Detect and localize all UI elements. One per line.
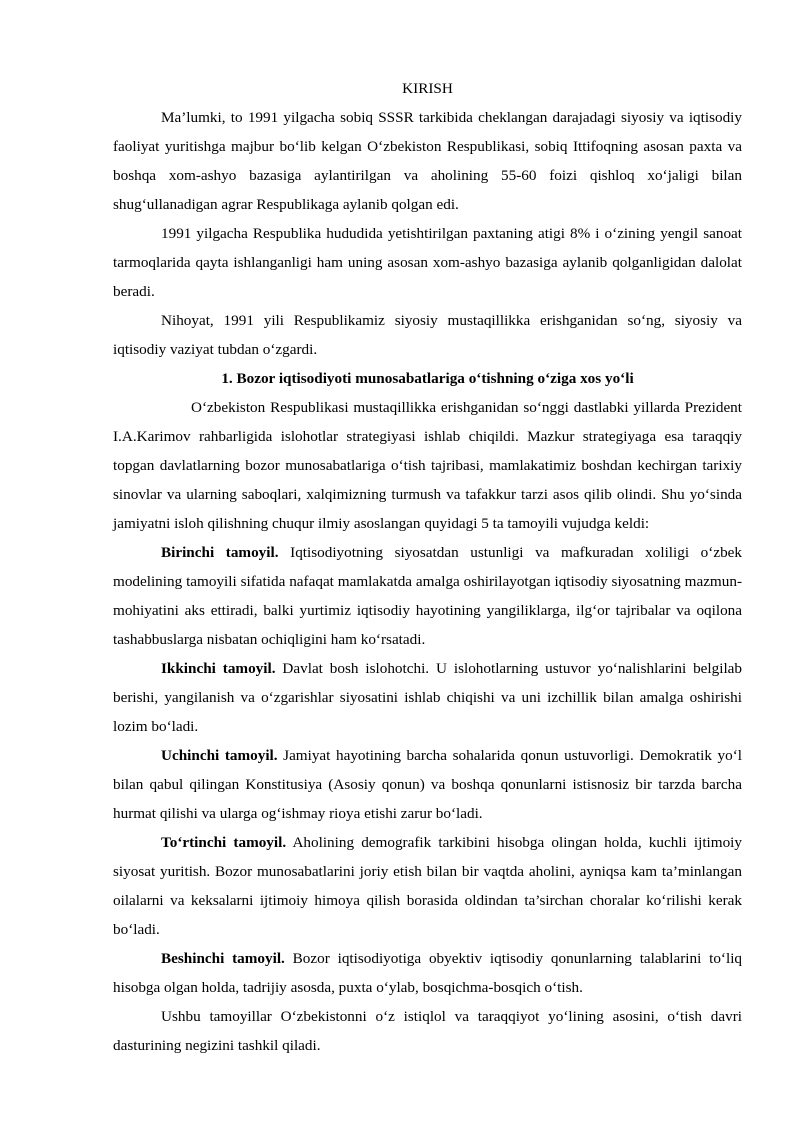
document-page	[113, 74, 742, 1060]
principle-label-4: To‘rtinchi tamoyil.	[161, 834, 287, 851]
closing-paragraph: Ushbu tamoyillar O‘zbekistonni o‘z istiqlol va taraqqiyot yo‘lining asosini, o‘tish davri dasturining negizini tashkil qiladi.	[113, 1008, 742, 1054]
principle-text-2: Davlat bosh islohotchi. U islohotlarning ustuvor yo‘nalishlarini belgilab berishi, yangilanish va o‘zgarishlar siyosatini ishlab chiqishi va uni izchillik bilan amalga oshirishi lozim bo‘ladi.	[113, 660, 742, 735]
intro-paragraph-2: 1991 yilgacha Respublika hududida yetishtirilgan paxtaning atigi 8% i o‘zining yengil sanoat tarmoqlarida qayta ishlanganligi ham uning asosan xom-ashyo bazasiga aylanib qolganligidan dalolat beradi.	[113, 225, 742, 300]
section-heading: 1. Bozor iqtisodiyoti munosabatlariga o‘tishning o‘ziga xos yo‘li	[221, 370, 634, 387]
principle-label-1: Birinchi tamoyil.	[161, 544, 279, 561]
section-intro-paragraph: O‘zbekiston Respublikasi mustaqillikka erishganidan so‘nggi dastlabki yillarda Prezident I.A.Karimov rahbarligida islohotlar strategiyasi ishlab chiqildi. Mazkur strategiyaga esa taraqqiy topgan davlatlarning bozor munosabatlariga o‘tish tajribasi, mamlakatimiz boshdan kechirgan tarixiy sinovlar va ularning saboqlari, xalqimizning turmush va tafakkur tarzi asos qilib olindi. Shu yo‘sinda jamiyatni isloh qilishning chuqur ilmiy asoslangan quyidagi 5 ta tamoyili vujudga keldi:	[113, 399, 742, 532]
intro-paragraph-3: Nihoyat, 1991 yili Respublikamiz siyosiy mustaqillikka erishganidan so‘ng, siyosiy va iqtisodiy vaziyat tubdan o‘zgardi.	[113, 312, 742, 358]
principle-label-2: Ikkinchi tamoyil.	[161, 660, 276, 677]
principle-text-5: Bozor iqtisodiyotiga obyektiv iqtisodiy qonunlarning talablarini to‘liq hisobga olgan holda, tadrijiy asosda, puxta o‘ylab, bosqichma-bosqich o‘tish.	[113, 950, 743, 996]
principle-label-5: Beshinchi tamoyil.	[161, 950, 285, 967]
principle-text-3: Jamiyat hayotining barcha sohalarida qonun ustuvorligi. Demokratik yo‘l bilan qabul qilingan Konstitusiya (Asosiy qonun) va boshqa qonunlarni istisnosiz bir tarzda barcha hurmat qilishi va ularga og‘ishmay rioya etishi zarur bo‘ladi.	[113, 747, 742, 822]
principle-text-4: Aholining demografik tarkibini hisobga olingan holda, kuchli ijtimoiy siyosat yuritish. Bozor munosabatlarini joriy etish bilan bir vaqtda aholini, ayniqsa kam ta’minlangan oilalarni va keksalarni ijtimoiy himoya qilish borasida oldindan ta’sirchan choralar ko‘rilishi kerak bo‘ladi.	[113, 834, 742, 938]
intro-paragraph-1: Ma’lumki, to 1991 yilgacha sobiq SSSR tarkibida cheklangan darajadagi siyosiy va iqtisodiy faoliyat yuritishga majbur bo‘lib kelgan O‘zbekiston Respublikasi, sobiq Ittifoqning asosan paxta va boshqa xom-ashyo bazasiga aylantirilgan va aholining 55-60 foizi qishloq xo‘jaligi bilan shug‘ullanadigan agrar Respublikaga aylanib qolgan edi.	[113, 109, 742, 213]
principle-paragraph-4	[113, 828, 742, 944]
principle-text-1: Iqtisodiyotning siyosatdan ustunligi va mafkuradan xoliligi o‘zbek modelining tamoyili sifatida nafaqat mamlakatda amalga oshirilayotgan iqtisodiy siyosatning mazmun-mohiyatini aks ettiradi, balki yurtimiz iqtisodiy hayotining yangiliklarga, ilg‘or tajribalar va oqilona tashabbuslarga nisbatan ochiqligini ham ko‘rsatadi.	[113, 544, 742, 648]
principle-paragraph-2	[113, 654, 742, 741]
principle-label-3: Uchinchi tamoyil.	[161, 747, 278, 764]
document-title: KIRISH	[402, 80, 453, 97]
principle-paragraph-1	[113, 538, 742, 654]
principle-paragraph-5	[113, 944, 742, 1002]
principle-paragraph-3	[113, 741, 742, 828]
